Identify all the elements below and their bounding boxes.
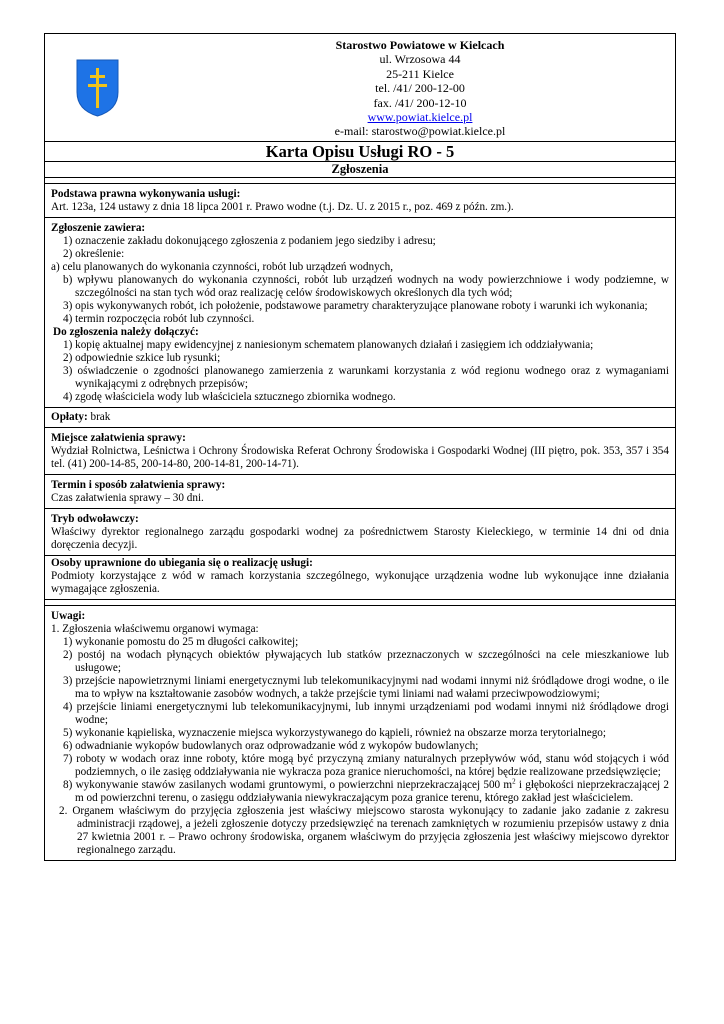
email-address: e-mail: starostwo@powiat.kielce.pl: [334, 124, 506, 139]
fees-section: [44, 408, 676, 428]
notes-item: 4) przejście liniami energetycznymi lub telekomunikacyjnymi, lub innymi urządzeniami pod wodami innymi niż śródlądowe drogi wodne;: [63, 701, 669, 726]
legal-basis-text: Art. 123a, 124 ustawy z dnia 18 lipca 2001 r. Prawo wodne (t.j. Dz. U. z 2015 r., poz. 469 z późn. zm.).: [51, 201, 514, 213]
notes-item-8-end: i głębokości nieprzekraczającej 2 m od powierzchni terenu, o zasięgu oddziaływania niewykraczającym poza granice terenu, którego zakład jest właścicielem.: [75, 779, 669, 804]
contents-item: 2) określenie:: [63, 248, 125, 260]
fees-heading: Opłaty:: [51, 411, 88, 423]
service-card: [44, 33, 676, 861]
deadline-section: [44, 475, 676, 509]
deadline-text: Czas załatwienia sprawy – 30 dni.: [51, 492, 204, 504]
notes-item: 7) roboty w wodach oraz inne roboty, które mogą być przyczyną zmiany naturalnych przepływów wód, stanu wód stojących i wód podziemnych, o ile zasięg oddziaływania nie wykracza poza granice nieruchomości, na której będzie realizowane przedsięwzięcie;: [63, 753, 669, 778]
notes-item-8-start: 8) wykonywanie stawów zasilanych wodami gruntowymi, o powierzchni nieprzekraczającej 500 m: [63, 779, 513, 791]
legal-basis-section: [44, 184, 676, 218]
notes-paragraph-2: 2. Organem właściwym do przyjęcia zgłoszenia jest właściwy miejscowo starosta wykonujący to zadanie jako zadanie z zakresu administracji rządowej, a jeżeli zgłoszenie dotyczy przedsięwzięć na terenach zamkniętych w rozumieniu przepisów ustawy z dnia 27 kwietnia 2001 r. – Prawo ochrony środowiska, organem właściwym do przyjęcia zgłoszenia jest właściwy miejscowo dyrektor regionalnego zarządu.: [59, 805, 669, 856]
page-title: Karta Opisu Usługi RO - 5: [44, 142, 676, 162]
notes-item: [51, 779, 669, 805]
appeal-heading: Tryb odwoławczy:: [51, 513, 139, 525]
attachment-item: 2) odpowiednie szkice lub rysunki;: [63, 352, 221, 364]
entitled-heading: Osoby uprawnione do ubiegania się o realizację usługi:: [51, 557, 313, 569]
address-block: [165, 38, 675, 139]
place-heading: Miejsce załatwienia sprawy:: [51, 432, 186, 444]
place-section: [44, 428, 676, 475]
attachments-heading: Do zgłoszenia należy dołączyć:: [53, 326, 199, 338]
office-name: Starostwo Powiatowe w Kielcach: [335, 38, 505, 52]
fees-text: brak: [90, 411, 111, 423]
entitled-section: [44, 556, 676, 600]
notes-intro: 1. Zgłoszenia właściwemu organowi wymaga:: [51, 623, 259, 635]
contents-subitem: a) celu planowanych do wykonania czynności, robót lub urządzeń wodnych,: [51, 261, 394, 273]
notes-item: 6) odwadnianie wykopów budowlanych oraz odprowadzanie wód z wykopów budowlanych;: [63, 740, 479, 752]
notes-item: 2) postój na wodach płynących obiektów pływających lub statków przeznaczonych w szczególności na cele mieszkaniowe lub usługowe;: [63, 649, 669, 674]
entitled-text: Podmioty korzystające z wód w ramach korzystania szczególnego, wykonujące urządzenia wodne lub wykonujące inne działania wymagające zgłoszenia.: [51, 570, 669, 595]
notes-item: 5) wykonanie kąpieliska, wyznaczenie miejsca wykorzystywanego do kąpieli, również na obszarze morza terytorialnego;: [63, 727, 607, 739]
street-address: ul. Wrzosowa 44: [379, 52, 461, 67]
website-link[interactable]: www.powiat.kielce.pl: [367, 110, 473, 125]
notes-section: [44, 606, 676, 861]
notes-heading: Uwagi:: [51, 610, 86, 622]
contents-item: 3) opis wykonywanych robót, ich położenie, podstawowe parametry charakteryzujące planowane roboty i warunki ich wykonania;: [63, 300, 648, 312]
page-subtitle: Zgłoszenia: [44, 162, 676, 178]
deadline-heading: Termin i sposób załatwienia sprawy:: [51, 479, 226, 491]
contents-heading: Zgłoszenie zawiera:: [51, 222, 146, 234]
attachment-item: 3) oświadczenie o zgodności planowanego zamierzenia z warunkami korzystania z wód regionu wodnego oraz z wymaganiami wynikającymi z odrębnych przepisów;: [63, 365, 669, 390]
appeal-text: Właściwy dyrektor regionalnego zarządu gospodarki wodnej za pośrednictwem Starosty Kieleckiego, w terminie 14 dni od dnia doręczenia decyzji.: [51, 526, 669, 551]
header-block: [44, 33, 676, 142]
legal-basis-heading: Podstawa prawna wykonywania usługi:: [51, 188, 241, 200]
notes-item: 1) wykonanie pomostu do 25 m długości całkowitej;: [63, 636, 299, 648]
contents-subitem: b) wpływu planowanych do wykonania czynności, robót lub urządzeń wodnych na wody powierzchniowe i wody podziemne, w szczególności na stan tych wód oraz realizację celów środowiskowych określonych dla tych wód;: [63, 274, 669, 299]
city-address: 25-211 Kielce: [386, 66, 454, 81]
fax-number: fax. /41/ 200-12-10: [373, 95, 467, 110]
contents-section: [44, 218, 676, 408]
attachment-item: 1) kopię aktualnej mapy ewidencyjnej z naniesionym schematem planowanych działań i zasięgiem ich oddziaływania;: [63, 339, 594, 351]
place-text: Wydział Rolnictwa, Leśnictwa i Ochrony Środowiska Referat Ochrony Środowiska i Gospodarki Wodnej (III piętro, pok. 353, 357 i 354 tel. (41) 200-14-85, 200-14-80, 200-14-81, 200-14-71).: [51, 445, 669, 470]
coat-of-arms-icon: [75, 58, 120, 118]
appeal-section: [44, 509, 676, 556]
notes-item: 3) przejście napowietrznymi liniami energetycznymi lub telekomunikacyjnymi nad wodami innymi niż śródlądowe drogi wodne, o ile ma to wpływ na kształtowanie zasobów wodnych, a także przejście tymi liniami nad wałami przeciwpowodziowymi;: [63, 675, 669, 700]
contents-item: 4) termin rozpoczęcia robót lub czynności.: [63, 313, 255, 325]
attachment-item: 4) zgodę właściciela wody lub właściciela sztucznego zbiornika wodnego.: [63, 391, 396, 403]
phone-number: tel. /41/ 200-12-00: [375, 81, 465, 96]
contents-item: 1) oznaczenie zakładu dokonującego zgłoszenia z podaniem jego siedziby i adresu;: [63, 235, 436, 247]
superscript-2: 2: [512, 777, 516, 786]
